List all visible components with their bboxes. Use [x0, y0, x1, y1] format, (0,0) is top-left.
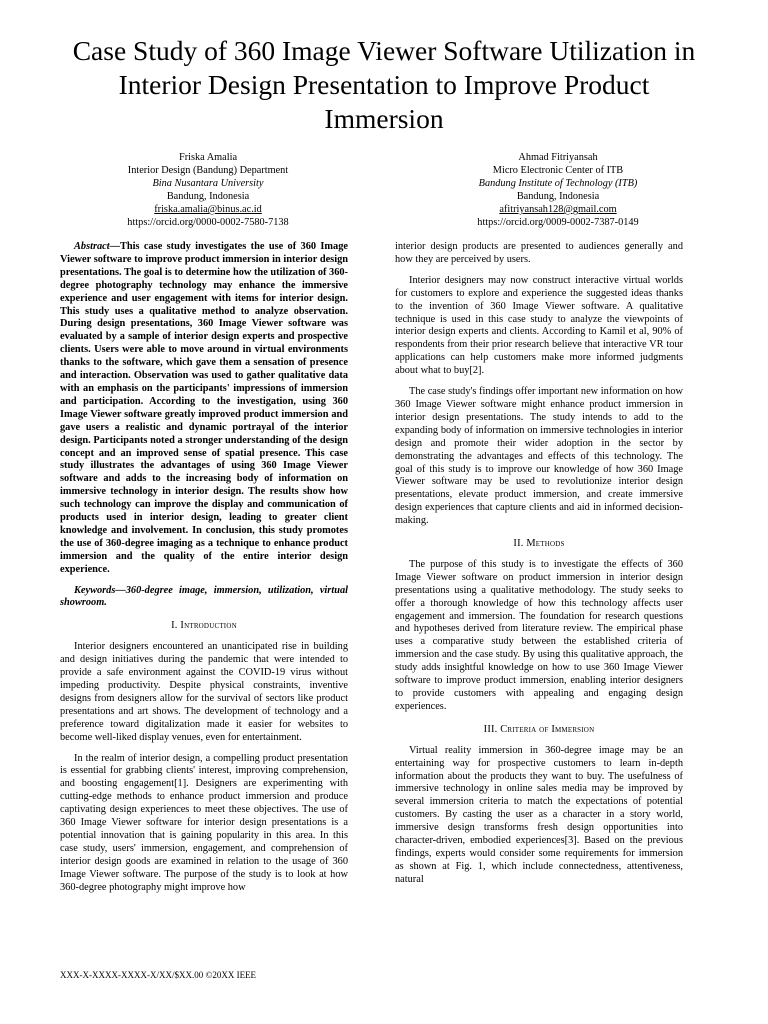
paragraph-continued: interior design products are presented to audiences generally and how they are perceived by users. [395, 241, 683, 265]
paragraph: In the realm of interior design, a compelling product presentation is essential for grabbing clients' interest, improving comprehension, and boosting engagement[1]. Designers are experimenting with cutting-edge methods to enhance product immersion and produce captivating design experiences to meet these objectives. The use of 360 Image Viewer software for interior design presentations is a potential innovation that is gaining popularity in this area. In this case study, users' immersion, engagement, and comprehension of interior design goods are examined in relation to the usage of 360 Image Viewer software. The purpose of the study is to look at how 360-degree photography might improve how [60, 752, 348, 893]
section-title: Introduction [180, 620, 237, 632]
author-email[interactable]: friska.amalia@binus.ac.id [154, 204, 262, 215]
author-name: Ahmad Fitriyansah [518, 152, 598, 163]
section-heading-criteria [395, 724, 683, 737]
author-department: Interior Design (Bandung) Department [127, 165, 289, 176]
author-department: Micro Electronic Center of ITB [492, 165, 624, 176]
right-column [395, 241, 683, 895]
paragraph: Virtual reality immersion in 360-degree image may be an entertaining way for prospective customers to learn in-depth information about the products they want to buy. The usefulness of immersive technology in online sales media may be improved by several immersion criteria to match the expectations of potential customers. By casting the user as a character in a story world, immersive design transforms fresh design opportunities into character-driven, embodied experiences[3]. Based on the previous findings, experts would consider some requirements for immersion as shown at Fig. 1, which include connectedness, attentiveness, natural [395, 744, 683, 885]
author-orcid[interactable]: https://orcid.org/0009-0002-7387-0149 [477, 217, 639, 228]
author-location: Bandung, Indonesia [516, 191, 600, 202]
author-block-2 [408, 151, 708, 229]
section-title: Methods [526, 538, 565, 550]
author-orcid[interactable]: https://orcid.org/0000-0002-7580-7138 [127, 217, 289, 228]
section-heading-introduction [60, 620, 348, 633]
copyright-footer: XXX-X-XXXX-XXXX-X/XX/$XX.00 ©20XX IEEE [60, 970, 257, 980]
left-column [60, 241, 348, 903]
abstract [60, 241, 348, 577]
author-block-1 [58, 151, 358, 229]
abstract-text: —This case study investigates the use of 360 Image Viewer software to improve product immersion in interior design presentations. The goal is to determine how the utilization of 360-degree photography technology may enhance the immersive experience and user engagement with items for interior design. This study uses a qualitative method to analyze observation. During design presentations, 360 Image Viewer software was evaluated by a sample of interior design experts and prospective clients. Users were able to move around in virtual environments thanks to the software, which gave them a sensation of presence and interaction. Observation was used to gather qualitative data with an emphasis on the participants' impressions of immersion and participation. According to the investigation, using 360 Image Viewer software greatly improved product immersion and gave users a realistic and dynamic portrayal of the interior design. Participants noted a stronger understanding of the design concept and an improved sense of spatial presence. This case study illustrates the advantages of using 360 Image Viewer software and adds to the increasing body of information on immersive technology in interior design. The results show how such technology can improve the display and communication of products used in interior design, leading to greater client knowledge and involvement. In conclusion, this study promotes the use of 360-degree imaging as a technique to enhance product immersion and the quality of the entire interior design experience. [60, 241, 348, 575]
section-number: I. [171, 620, 178, 632]
abstract-lead: Abstract [74, 241, 110, 252]
paragraph: Interior designers encountered an unanticipated rise in building and design initiatives during the pandemic that were intended to provide a safe environment against the COVID-19 virus without impeding productivity. Despite physical constraints, inventive designs from designers allow for the survival of sectors like product presentations and art shows. The development of technology and a preference toward digitalization made it easier for websites to become well-liked display venues, even for entertainment. [60, 641, 348, 743]
paper-title: Case Study of 360 Image Viewer Software Utilization in Interior Design Presentation to Improve Product Immersion [72, 35, 696, 134]
section-number: II. [513, 538, 524, 550]
keywords: Keywords—360-degree image, immersion, utilization, virtual showroom. [60, 584, 348, 609]
author-location: Bandung, Indonesia [166, 191, 250, 202]
paragraph: The purpose of this study is to investigate the effects of 360 Image Viewer software on product immersion in interior design presentations using a qualitative methodology. The study seeks to offer a thorough knowledge of how this technology affects user engagement and immersion. The foundation for research questions and hypotheses derived from literature review. The empirical phase uses a comparative study between the established criteria of immersion and the case study. By using this qualitative approach, the study adds insightful knowledge on how to use 360 Image Viewer software to improve product immersion, enabling interior designers to provide customers with appealing and engaging design experiences. [395, 558, 683, 712]
section-heading-methods [395, 538, 683, 551]
author-name: Friska Amalia [178, 152, 238, 163]
author-email[interactable]: afitriyansah128@gmail.com [499, 204, 617, 215]
section-number: III. [483, 723, 498, 735]
author-institution: Bina Nusantara University [152, 178, 264, 189]
section-title: Criteria of Immersion [500, 723, 595, 735]
author-institution: Bandung Institute of Technology (ITB) [478, 178, 638, 189]
paragraph: The case study's findings offer important new information on how 360 Image Viewer software might enhance product immersion in interior design presentations. The study intends to add to the expanding body of information on immersive technologies in interior design and promote their wider adoption in the sector by demonstrating the advantages and effects of this technology. The goal of this study is to improve our knowledge of how 360 Image Viewer software may be used to revolutionize interior design presentations, elevate product immersion, and create immersive design experiences that capture clients and aid in informed decision-making. [395, 386, 683, 527]
paragraph: Interior designers may now construct interactive virtual worlds for customers to explore and experience the suggested ideas thanks to the invention of 360 Image Viewer software. A qualitative technique is used in this case study to analyze the viewpoints of interior design experts and clients. According to Kamil et al, 90% of respondents from their prior research believe that interactive VR tour applications can help customers make more informed judgments about what to buy[2]. [395, 274, 683, 377]
